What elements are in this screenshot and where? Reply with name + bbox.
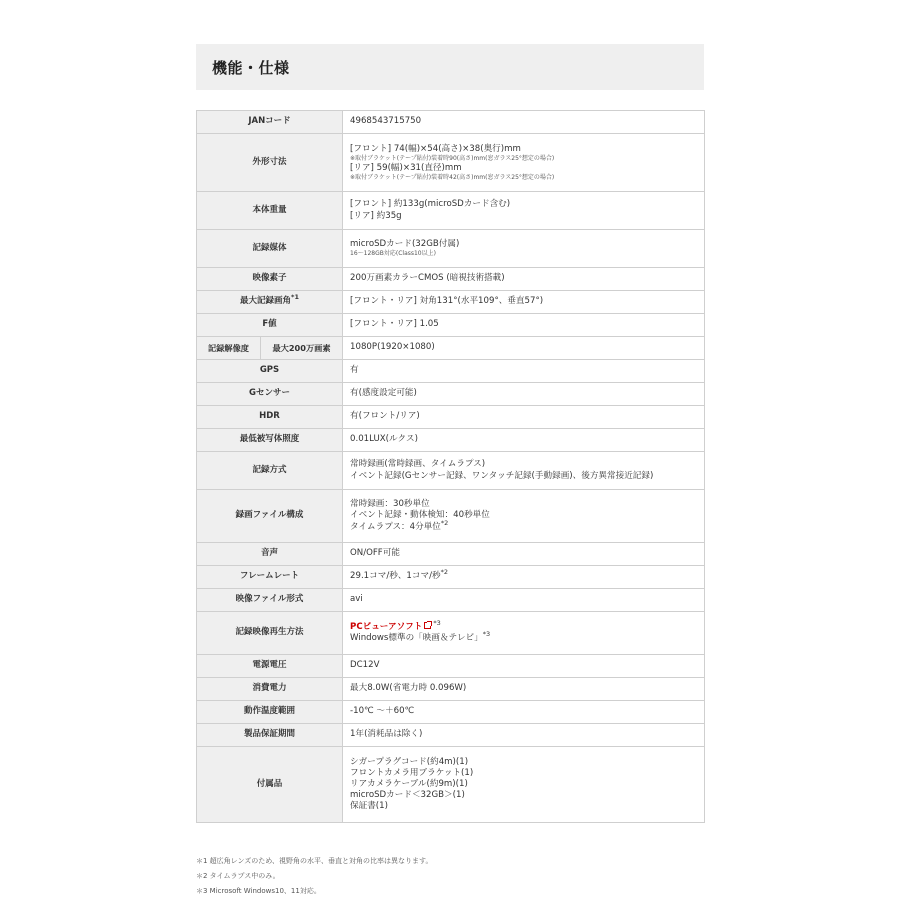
spec-value-line [350, 729, 697, 740]
spec-value-line [350, 434, 697, 445]
spec-row [197, 678, 705, 701]
spec-value-text: avi [350, 594, 363, 605]
spec-value-line [350, 411, 697, 422]
spec-value-line [350, 163, 697, 174]
spec-note: 16〜128GB対応(Class10以上) [350, 250, 436, 258]
section-title: 機能・仕様 [212, 58, 290, 77]
spec-value [343, 678, 705, 701]
spec-value-line [350, 319, 697, 330]
spec-row [197, 111, 705, 134]
footnote-ref: *3 [433, 618, 441, 627]
spec-value [343, 406, 705, 429]
spec-row [197, 747, 705, 823]
spec-value-text: [フロント・リア] 対角131°(水平109°、垂直57°) [350, 296, 544, 307]
spec-table [196, 110, 705, 823]
spec-value-text: [リア] 約35g [350, 210, 402, 221]
spec-value [343, 314, 705, 337]
spec-row [197, 429, 705, 452]
spec-value [343, 589, 705, 612]
spec-label-text: 記録解像度 [208, 342, 249, 353]
spec-value [343, 230, 705, 268]
spec-value-text: 1080P(1920×1080) [350, 342, 435, 353]
spec-row [197, 406, 705, 429]
spec-value-text: イベント記録(Gセンサー記録、ワンタッチ記録(手動録画)、後方異常接近記録) [350, 470, 654, 481]
spec-value-text: 4968543715750 [350, 116, 422, 127]
section-header [196, 44, 704, 90]
spec-value [343, 134, 705, 192]
spec-row [197, 230, 705, 268]
spec-value-text: イベント記録・動体検知：40秒単位 [350, 510, 490, 521]
spec-value-line [350, 471, 697, 482]
spec-value-line [350, 365, 697, 376]
spec-row [197, 543, 705, 566]
spec-label [197, 747, 343, 823]
spec-label-text: 製品保証期間 [244, 729, 296, 740]
spec-value [343, 268, 705, 291]
spec-label-text: JANコード [248, 116, 291, 127]
footnote-2: ＊2 タイムラプス中のみ。 [196, 872, 280, 880]
spec-value-text: [フロント] 約133g(microSDカード含む) [350, 199, 511, 210]
spec-label [197, 314, 343, 337]
spec-value-text: Windows標準の「映画＆テレビ」 [350, 633, 483, 643]
spec-value [343, 452, 705, 490]
spec-value-line [350, 518, 697, 533]
spec-label-text: 最大記録画角 [240, 296, 292, 307]
spec-value-text: 保証書(1) [350, 801, 388, 812]
spec-row [197, 314, 705, 337]
spec-value-line [350, 116, 697, 127]
spec-label [197, 612, 343, 655]
spec-value-line [350, 801, 697, 812]
spec-label [197, 383, 343, 406]
spec-row [197, 490, 705, 543]
spec-note: ※取付ブラケット(テープ貼付)装着時90(高さ)mm(窓ガラス25°想定の場合) [350, 154, 555, 162]
spec-value-text: リアカメラケーブル(約9m)(1) [350, 778, 468, 789]
spec-label-text: 最低被写体照度 [239, 434, 300, 445]
spec-value-line [350, 618, 697, 633]
spec-label [197, 543, 343, 566]
spec-row [197, 192, 705, 230]
spec-value-text: 有(感度設定可能) [350, 388, 417, 399]
spec-sublabel: 最大200万画素 [261, 337, 343, 360]
footnote-3: ＊3 Microsoft Windows10、11対応。 [196, 887, 321, 895]
spec-label-text: 消費電力 [252, 683, 287, 694]
spec-value-text: 1年(消耗品は除く) [350, 729, 423, 740]
spec-row [197, 452, 705, 490]
external-link-icon[interactable] [424, 622, 431, 629]
spec-value [343, 383, 705, 406]
spec-value-line [350, 459, 697, 470]
spec-label [197, 291, 343, 314]
spec-value [343, 543, 705, 566]
spec-label [197, 452, 343, 490]
spec-label-text: Gセンサー [249, 388, 290, 399]
spec-value-text: [フロント] 74(幅)×54(高さ)×38(奥行)mm [350, 143, 521, 154]
spec-value [343, 337, 705, 360]
spec-value-line [350, 510, 697, 521]
spec-value-line [350, 499, 697, 510]
spec-note: ※取付ブラケット(テープ貼付)装着時42(高さ)mm(窓ガラス25°想定の場合) [350, 173, 555, 181]
spec-value-line [350, 779, 697, 790]
spec-label [197, 337, 261, 360]
footnote-ref: *3 [482, 630, 491, 638]
spec-label [197, 268, 343, 291]
spec-label-text: 動作温度範囲 [244, 706, 296, 717]
spec-row [197, 360, 705, 383]
footnote-ref: *2 [440, 568, 448, 577]
spec-label [197, 490, 343, 543]
spec-row [197, 724, 705, 747]
spec-value-line [350, 199, 697, 210]
spec-value-line [350, 594, 697, 605]
spec-label [197, 406, 343, 429]
spec-value [343, 429, 705, 452]
spec-value-text: 29.1コマ/秒、1コマ/秒 [350, 571, 441, 582]
spec-value-line [350, 630, 697, 644]
spec-value-text: [リア] 59(幅)×31(直径)mm [350, 162, 462, 173]
spec-value [343, 360, 705, 383]
spec-value-text: ON/OFF可能 [350, 548, 400, 559]
footnotes [196, 854, 432, 899]
spec-value-line [350, 548, 697, 559]
spec-value-line [350, 568, 697, 582]
spec-row [197, 291, 705, 314]
spec-value-line [350, 388, 697, 399]
spec-value-line [350, 790, 697, 801]
spec-value-text: DC12V [350, 660, 380, 671]
pc-viewer-software-link[interactable]: PCビューアソフト [350, 621, 423, 632]
spec-value-line [350, 296, 697, 307]
spec-label-text: 映像ファイル形式 [235, 594, 304, 605]
spec-row [197, 589, 705, 612]
spec-section [196, 44, 704, 823]
spec-label-text: GPS [259, 365, 280, 376]
spec-label-text: F値 [262, 319, 277, 330]
spec-label [197, 701, 343, 724]
spec-value-text: [フロント・リア] 1.05 [350, 319, 439, 330]
spec-value-text: -10℃ ～＋60℃ [350, 706, 415, 717]
spec-label-text: 本体重量 [252, 204, 287, 215]
spec-value-text: microSDカード＜32GB＞(1) [350, 790, 465, 801]
spec-label [197, 134, 343, 192]
spec-row [197, 566, 705, 589]
spec-label [197, 589, 343, 612]
spec-label-text: 外形寸法 [252, 156, 287, 167]
spec-row [197, 701, 705, 724]
spec-value-line [350, 768, 697, 779]
spec-value [343, 291, 705, 314]
spec-row [197, 268, 705, 291]
spec-label-text: 記録方式 [252, 464, 287, 475]
spec-label [197, 655, 343, 678]
spec-row [197, 383, 705, 406]
spec-value-line [350, 342, 697, 353]
spec-row [197, 655, 705, 678]
footnote-ref: *1 [291, 293, 299, 302]
spec-value [343, 724, 705, 747]
spec-value-line [350, 660, 697, 671]
spec-label-text: 音声 [261, 548, 279, 559]
spec-value-text: 常時録画(常時録画、タイムラプス) [350, 459, 486, 470]
spec-label-text: フレームレート [239, 571, 300, 582]
spec-row [197, 134, 705, 192]
footnote-ref: *2 [440, 518, 449, 527]
spec-value [343, 655, 705, 678]
spec-value-text: 常時録画：30秒単位 [350, 499, 430, 510]
spec-value-text: タイムラプス：4分単位 [350, 521, 441, 532]
spec-label [197, 360, 343, 383]
spec-label-text: 記録映像再生方法 [235, 627, 304, 638]
spec-value [343, 192, 705, 230]
spec-value-text: 0.01LUX(ルクス) [350, 434, 418, 445]
spec-label-text: 記録媒体 [252, 242, 287, 253]
spec-label-text: HDR [259, 411, 280, 422]
spec-value [343, 111, 705, 134]
spec-label [197, 724, 343, 747]
spec-value-text: 200万画素カラーCMOS (暗視技術搭載) [350, 273, 505, 284]
spec-label [197, 111, 343, 134]
footnote-1: ＊1 超広角レンズのため、視野角の水平、垂直と対角の比率は異なります。 [196, 857, 433, 865]
spec-value-line [350, 273, 697, 284]
spec-value-line [350, 757, 697, 768]
spec-label [197, 429, 343, 452]
spec-label-text: 電源電圧 [252, 660, 287, 671]
spec-label [197, 678, 343, 701]
spec-value [343, 701, 705, 724]
spec-label [197, 566, 343, 589]
spec-label [197, 192, 343, 230]
spec-label-text: 付属品 [256, 778, 283, 789]
spec-value [343, 747, 705, 823]
spec-value-text: シガープラグコード(約4m)(1) [350, 756, 469, 767]
spec-value [343, 490, 705, 543]
spec-label [197, 230, 343, 268]
spec-label-text: 録画ファイル構成 [235, 510, 304, 521]
spec-label-text: 映像素子 [252, 273, 287, 284]
spec-value [343, 612, 705, 655]
spec-value-line [350, 706, 697, 717]
spec-value-line [350, 683, 697, 694]
spec-value-line [350, 239, 697, 250]
spec-value-text: フロントカメラ用ブラケット(1) [350, 767, 474, 778]
spec-value-text: microSDカード(32GB付属) [350, 239, 460, 250]
spec-value-text: 有 [350, 365, 359, 376]
spec-value-line [350, 211, 697, 222]
spec-row [197, 612, 705, 655]
spec-value-text: 最大8.0W(省電力時 0.096W) [350, 683, 467, 694]
spec-value-line [350, 144, 697, 155]
spec-value [343, 566, 705, 589]
spec-row [197, 337, 705, 360]
spec-value-text: 有(フロント/リア) [350, 411, 420, 422]
